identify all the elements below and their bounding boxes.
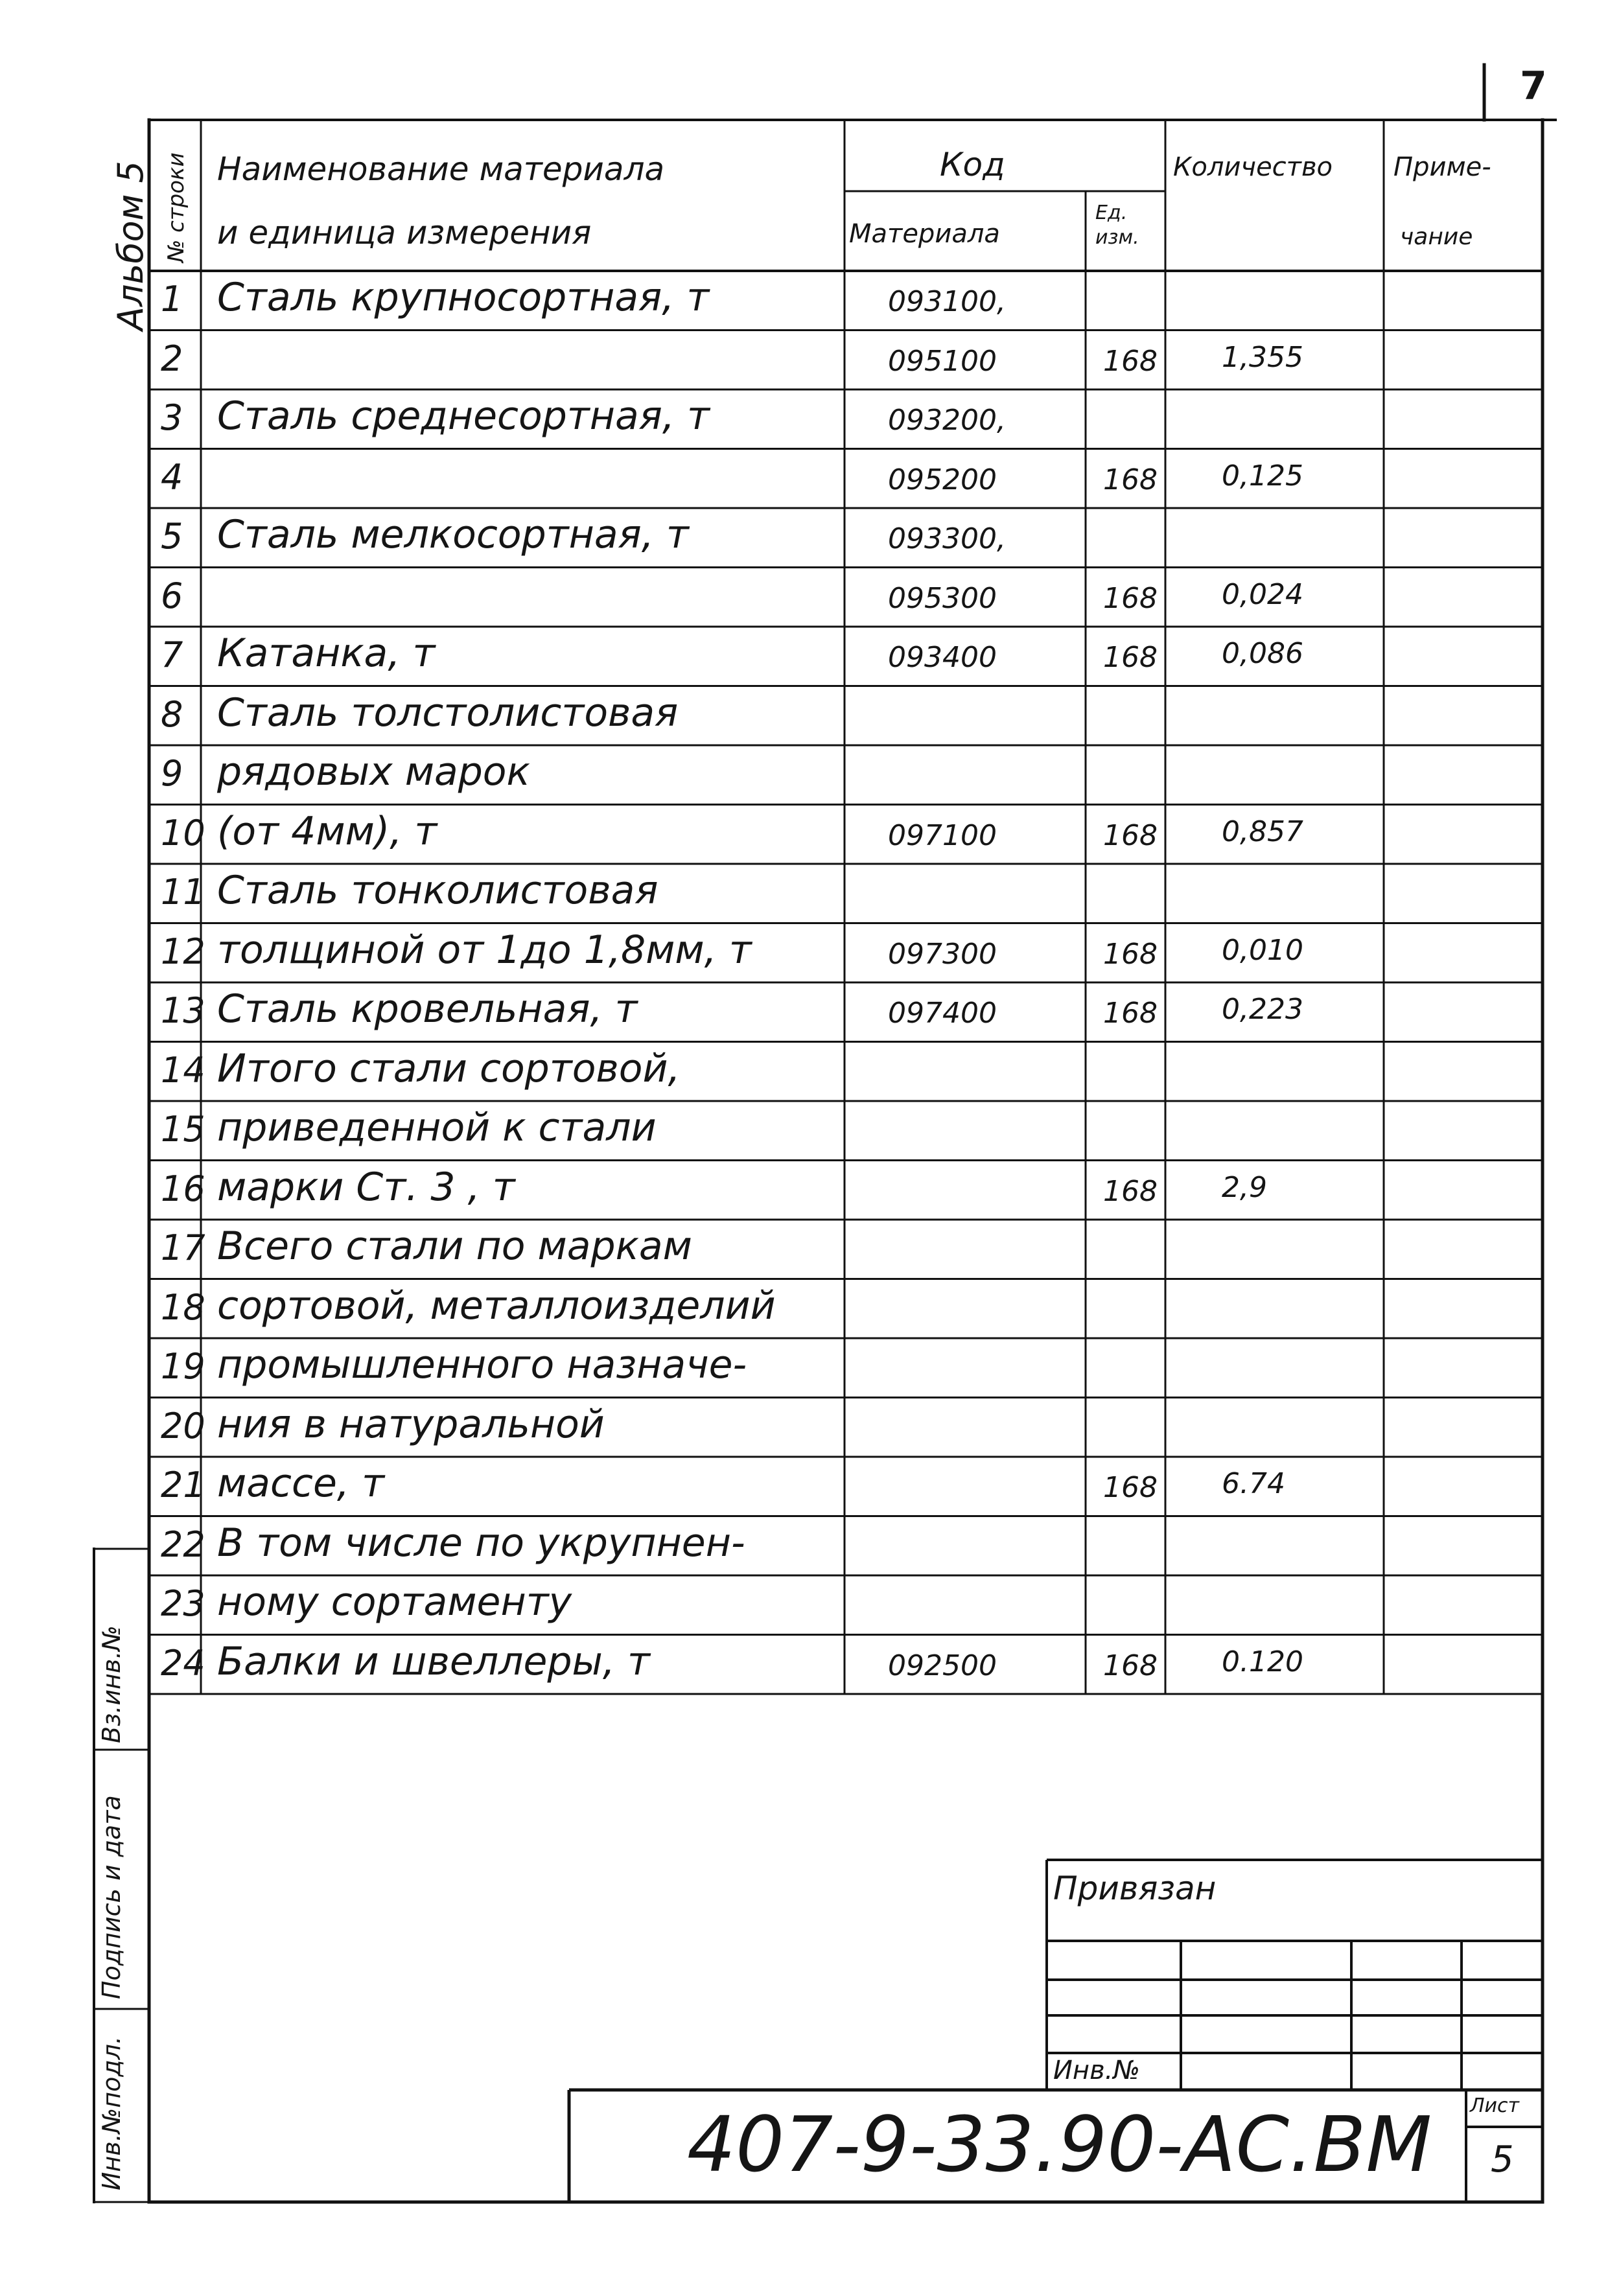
unit-code: 168 [1103,1174,1158,1208]
row-number: 8 [161,693,183,735]
sheet-label: Лист [1470,2094,1520,2117]
row-number: 16 [161,1168,205,1209]
row-number: 15 [161,1109,205,1150]
material-code: 095200 [888,463,997,496]
unit-code: 168 [1103,1471,1158,1504]
material-name: Сталь кровельная, т [217,986,638,1032]
quantity-value: 2,9 [1222,1170,1267,1204]
row-number: 12 [161,931,205,972]
material-code: 095100 [888,344,997,378]
material-name: приведенной к стали [217,1105,657,1150]
sheet-corner-number: 7 [1520,64,1547,109]
row-number: 21 [161,1465,205,1505]
quantity-value: 6.74 [1222,1467,1285,1500]
row-number: 17 [161,1227,205,1268]
material-code: 097100 [888,818,997,852]
row-number: 5 [161,516,183,557]
row-number: 10 [161,812,205,853]
material-code: 092500 [888,1649,997,1682]
header-code-unit: Ед. изм. [1095,202,1139,249]
row-number: 20 [161,1405,205,1446]
material-name: В том числе по укрупнен- [217,1520,745,1566]
quantity-value: 0,024 [1222,577,1303,611]
material-name: ния в натуральной [217,1401,605,1447]
row-number: 13 [161,990,205,1031]
quantity-value: 0.120 [1222,1645,1303,1678]
header-quantity: Количество [1173,152,1333,182]
replaces-inv-label: Вз.инв.№ [97,1625,126,1743]
sign-date-label: Подпись и дата [97,1795,126,1999]
inv-no-label: Инв.№ [1053,2056,1140,2085]
material-name: Катанка, т [217,631,436,676]
unit-code: 168 [1103,997,1158,1030]
material-name: толщиной от 1до 1,8мм, т [217,927,752,973]
quantity-value: 0,086 [1222,637,1303,670]
row-number: 3 [161,397,183,438]
unit-code: 168 [1103,463,1158,496]
unit-code: 168 [1103,581,1158,615]
material-name: рядовых марок [217,749,530,794]
material-code: 095300 [888,581,997,615]
quantity-value: 1,355 [1222,340,1303,374]
material-code: 093400 [888,641,997,674]
quantity-value: 0,125 [1222,459,1303,493]
quantity-value: 0,857 [1222,815,1303,848]
material-name: ному сортаменту [217,1579,572,1625]
album-label: Альбом 5 [110,161,151,330]
row-number: 1 [161,279,183,319]
row-number: 11 [161,872,205,912]
material-name: марки Ст. 3 , т [217,1164,515,1210]
row-number: 14 [161,1049,205,1091]
material-name: Всего стали по маркам [217,1223,692,1269]
header-row-number: № строки [163,152,189,262]
header-note-line1: Приме- [1393,152,1491,182]
material-code: 097300 [888,937,997,971]
header-name-line2: и единица измерения [217,214,592,251]
row-number: 18 [161,1286,205,1328]
material-name: промышленного назначе- [217,1342,747,1387]
header-note-line2: чание [1400,224,1473,250]
material-name: Сталь среднесортная, т [217,393,710,439]
quantity-value: 0,223 [1222,993,1303,1026]
material-name: массе, т [217,1461,385,1506]
header-name-line1: Наименование материала [217,150,665,188]
material-name: Итого стали сортовой, [217,1045,681,1091]
unit-code: 168 [1103,344,1158,378]
material-code: 093300, [888,522,1006,555]
material-name: (от 4мм), т [217,808,437,854]
material-name: Сталь тонколистовая [217,868,658,913]
header-code: Код [940,146,1005,183]
bound-label: Привязан [1053,1870,1217,1907]
quantity-value: 0,010 [1222,933,1303,967]
material-name: Сталь крупносортная, т [217,275,710,320]
material-name: Балки и швеллеры, т [217,1638,650,1684]
unit-code: 168 [1103,937,1158,971]
material-name: сортовой, металлоизделий [217,1282,776,1328]
row-number: 22 [161,1524,205,1565]
material-name: Сталь толстолистовая [217,690,679,736]
material-name: Сталь мелкосортная, т [217,512,689,557]
row-number: 6 [161,575,183,616]
material-code: 097400 [888,997,997,1030]
sheet-number: 5 [1491,2139,1514,2181]
unit-code: 168 [1103,1649,1158,1682]
row-number: 24 [161,1642,205,1684]
row-number: 19 [161,1346,205,1387]
row-number: 7 [161,634,183,675]
header-code-material: Материала [849,219,1000,249]
row-number: 9 [161,753,183,794]
row-number: 2 [161,338,183,379]
material-code: 093200, [888,404,1006,437]
row-number: 4 [161,456,183,498]
unit-code: 168 [1103,818,1158,852]
inv-orig-label: Инв.№подл. [97,2035,126,2190]
document-designation: 407-9-33.90-АС.ВМ [687,2100,1432,2189]
row-number: 23 [161,1583,205,1624]
material-code: 093100, [888,285,1006,318]
unit-code: 168 [1103,641,1158,674]
